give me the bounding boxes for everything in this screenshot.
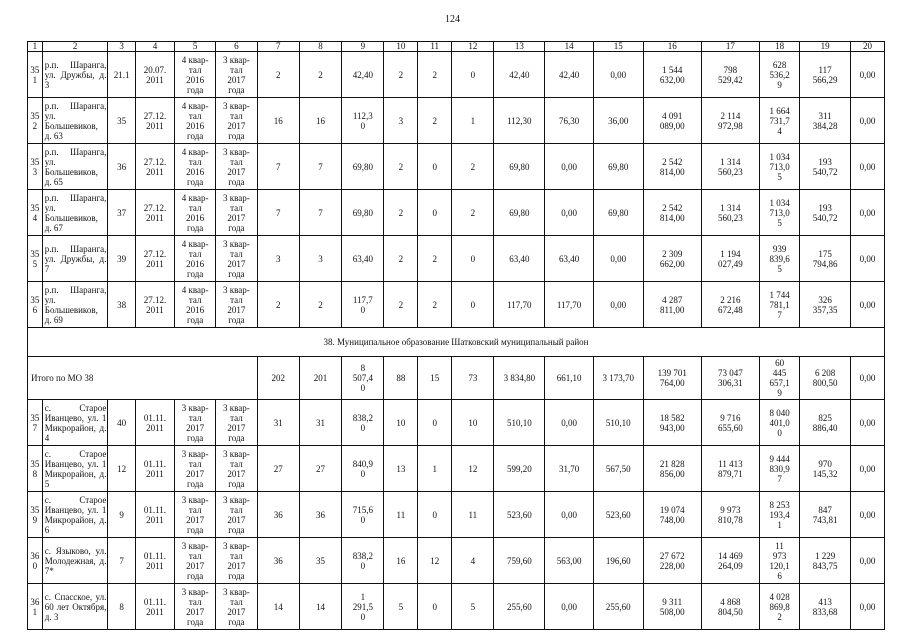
value-cell: 0,00 <box>593 236 643 282</box>
total-value-cell: 661,10 <box>545 357 594 400</box>
total-value-cell: 73 047 306,31 <box>701 357 759 400</box>
value-cell: 759,60 <box>494 538 545 584</box>
value-cell: 117 566,29 <box>800 52 851 98</box>
value-cell: 0,00 <box>850 492 884 538</box>
table-row <box>28 492 885 538</box>
value-cell: 117,70 <box>494 282 545 328</box>
value-cell: 2 542 814,00 <box>643 190 701 236</box>
value-cell: 196,60 <box>593 538 643 584</box>
column-number-cell: 15 <box>593 42 643 52</box>
value-cell: 1 664 731,7 4 <box>760 98 800 144</box>
value-cell: 4 <box>452 538 494 584</box>
value-cell: 970 145,32 <box>800 446 851 492</box>
value-cell: 0,00 <box>593 52 643 98</box>
value-cell: 4 091 089,00 <box>643 98 701 144</box>
value-cell: 523,60 <box>494 492 545 538</box>
value-cell: 31 <box>299 400 341 446</box>
value-cell: 847 743,81 <box>800 492 851 538</box>
address-cell: р.п. Шаранга, ул. Большевиков, д. 69 <box>42 282 108 328</box>
value-cell: 14 <box>299 584 341 630</box>
section-title: 38. Муниципальное образование Шатковский муниципальный район <box>28 328 885 357</box>
value-cell: 3 квар- тал 2017 года <box>175 584 216 630</box>
value-cell: 4 квар- тал 2016 года <box>175 98 216 144</box>
value-cell: 21.1 <box>108 52 136 98</box>
address-cell: с. Языково, ул. Молодежная, д. 7* <box>42 538 108 584</box>
value-cell: 9 444 830,9 7 <box>760 446 800 492</box>
value-cell: 175 794,86 <box>800 236 851 282</box>
column-number-cell: 14 <box>545 42 594 52</box>
column-number-cell: 16 <box>643 42 701 52</box>
value-cell: 3 квар- тал 2017 года <box>216 282 257 328</box>
value-cell: 798 529,42 <box>701 52 759 98</box>
value-cell: 255,60 <box>494 584 545 630</box>
value-cell: 7 <box>257 144 299 190</box>
value-cell: 36 <box>257 492 299 538</box>
value-cell: 27 <box>299 446 341 492</box>
value-cell: 11 413 879,71 <box>701 446 759 492</box>
value-cell: 01.11. 2011 <box>135 492 174 538</box>
value-cell: 0 <box>418 400 452 446</box>
value-cell: 2 <box>384 282 418 328</box>
value-cell: 12 <box>418 538 452 584</box>
column-number-cell: 3 <box>108 42 136 52</box>
value-cell: 42,40 <box>545 52 594 98</box>
value-cell: 2 <box>384 190 418 236</box>
value-cell: 1 291,5 0 <box>342 584 384 630</box>
value-cell: 36 <box>108 144 136 190</box>
value-cell: 825 886,40 <box>800 400 851 446</box>
total-value-cell: 201 <box>299 357 341 400</box>
total-value-cell: 0,00 <box>850 357 884 400</box>
value-cell: 27.12. 2011 <box>135 236 174 282</box>
table-row <box>28 52 885 98</box>
value-cell: 0 <box>418 492 452 538</box>
value-cell: 3 <box>299 236 341 282</box>
table-row <box>28 446 885 492</box>
total-value-cell: 8 507,4 0 <box>342 357 384 400</box>
value-cell: 0 <box>452 282 494 328</box>
value-cell: 0,00 <box>850 584 884 630</box>
value-cell: 2 542 814,00 <box>643 144 701 190</box>
address-cell: р.п. Шаранга, ул. Большевиков, д. 67 <box>42 190 108 236</box>
value-cell: 01.11. 2011 <box>135 538 174 584</box>
column-number-cell: 7 <box>257 42 299 52</box>
address-cell: р.п. Шаранга, ул. Большевиков, д. 65 <box>42 144 108 190</box>
value-cell: 599,20 <box>494 446 545 492</box>
value-cell: 0 <box>452 52 494 98</box>
value-cell: 0,00 <box>850 190 884 236</box>
value-cell: 3 квар- тал 2017 года <box>216 400 257 446</box>
value-cell: 9 <box>108 492 136 538</box>
row-number-cell: 36 1 <box>28 584 43 630</box>
value-cell: 193 540,72 <box>800 190 851 236</box>
value-cell: 1 034 713,0 5 <box>760 190 800 236</box>
value-cell: 7 <box>257 190 299 236</box>
value-cell: 3 <box>257 236 299 282</box>
value-cell: 1 034 713,0 5 <box>760 144 800 190</box>
value-cell: 2 <box>384 144 418 190</box>
value-cell: 326 357,35 <box>800 282 851 328</box>
value-cell: 0 <box>418 190 452 236</box>
value-cell: 4 квар- тал 2016 года <box>175 236 216 282</box>
row-number-cell: 35 9 <box>28 492 43 538</box>
value-cell: 3 квар- тал 2017 года <box>216 236 257 282</box>
table-row <box>28 190 885 236</box>
value-cell: 3 <box>384 98 418 144</box>
value-cell: 567,50 <box>593 446 643 492</box>
value-cell: 63,40 <box>545 236 594 282</box>
value-cell: 1 194 027,49 <box>701 236 759 282</box>
value-cell: 1 744 781,1 7 <box>760 282 800 328</box>
value-cell: 19 074 748,00 <box>643 492 701 538</box>
value-cell: 0,00 <box>545 584 594 630</box>
value-cell: 715,6 0 <box>342 492 384 538</box>
value-cell: 0,00 <box>545 492 594 538</box>
column-number-cell: 2 <box>42 42 108 52</box>
value-cell: 27.12. 2011 <box>135 98 174 144</box>
housing-program-table <box>27 41 885 630</box>
value-cell: 21 828 856,00 <box>643 446 701 492</box>
value-cell: 838,2 0 <box>342 538 384 584</box>
value-cell: 311 384,28 <box>800 98 851 144</box>
value-cell: 2 <box>418 98 452 144</box>
column-number-cell: 20 <box>850 42 884 52</box>
value-cell: 01.11. 2011 <box>135 400 174 446</box>
value-cell: 31,70 <box>545 446 594 492</box>
value-cell: 4 квар- тал 2016 года <box>175 52 216 98</box>
value-cell: 4 868 804,50 <box>701 584 759 630</box>
total-value-cell: 60 445 657,1 9 <box>760 357 800 400</box>
value-cell: 523,60 <box>593 492 643 538</box>
table-row <box>28 282 885 328</box>
value-cell: 2 <box>299 282 341 328</box>
value-cell: 2 <box>418 52 452 98</box>
value-cell: 9 973 810,78 <box>701 492 759 538</box>
table-row <box>28 538 885 584</box>
value-cell: 2 114 972,98 <box>701 98 759 144</box>
value-cell: 11 <box>452 492 494 538</box>
value-cell: 413 833,68 <box>800 584 851 630</box>
value-cell: 0,00 <box>850 282 884 328</box>
value-cell: 01.11. 2011 <box>135 446 174 492</box>
value-cell: 4 квар- тал 2016 года <box>175 190 216 236</box>
section-row <box>28 328 885 357</box>
value-cell: 255,60 <box>593 584 643 630</box>
value-cell: 9 311 508,00 <box>643 584 701 630</box>
value-cell: 12 <box>108 446 136 492</box>
total-value-cell: 3 834,80 <box>494 357 545 400</box>
value-cell: 5 <box>452 584 494 630</box>
value-cell: 16 <box>299 98 341 144</box>
value-cell: 69,80 <box>342 144 384 190</box>
value-cell: 4 287 811,00 <box>643 282 701 328</box>
value-cell: 0,00 <box>850 144 884 190</box>
value-cell: 9 716 655,60 <box>701 400 759 446</box>
total-value-cell: 139 701 764,00 <box>643 357 701 400</box>
value-cell: 69,80 <box>593 190 643 236</box>
column-number-cell: 1 <box>28 42 43 52</box>
address-cell: р.п. Шаранга, ул. Дружбы, д. 3 <box>42 52 108 98</box>
value-cell: 36,00 <box>593 98 643 144</box>
row-number-cell: 35 3 <box>28 144 43 190</box>
value-cell: 2 <box>257 52 299 98</box>
column-number-row <box>28 42 885 52</box>
value-cell: 0,00 <box>850 400 884 446</box>
value-cell: 01.11. 2011 <box>135 584 174 630</box>
column-number-cell: 5 <box>175 42 216 52</box>
value-cell: 1 229 843,75 <box>800 538 851 584</box>
value-cell: 69,80 <box>342 190 384 236</box>
value-cell: 3 квар- тал 2017 года <box>216 584 257 630</box>
value-cell: 563,00 <box>545 538 594 584</box>
value-cell: 3 квар- тал 2017 года <box>216 52 257 98</box>
table-row <box>28 236 885 282</box>
value-cell: 2 <box>418 282 452 328</box>
value-cell: 69,80 <box>593 144 643 190</box>
value-cell: 840,9 0 <box>342 446 384 492</box>
column-number-cell: 4 <box>135 42 174 52</box>
value-cell: 117,70 <box>545 282 594 328</box>
value-cell: 0 <box>418 144 452 190</box>
row-number-cell: 35 5 <box>28 236 43 282</box>
value-cell: 27.12. 2011 <box>135 144 174 190</box>
value-cell: 838,2 0 <box>342 400 384 446</box>
total-row <box>28 357 885 400</box>
row-number-cell: 35 8 <box>28 446 43 492</box>
table-body <box>28 42 885 630</box>
value-cell: 1 314 560,23 <box>701 190 759 236</box>
value-cell: 42,40 <box>342 52 384 98</box>
total-value-cell: 202 <box>257 357 299 400</box>
value-cell: 1 544 632,00 <box>643 52 701 98</box>
value-cell: 16 <box>384 538 418 584</box>
column-number-cell: 18 <box>760 42 800 52</box>
value-cell: 7 <box>299 144 341 190</box>
value-cell: 7 <box>108 538 136 584</box>
total-value-cell: 6 208 800,50 <box>800 357 851 400</box>
value-cell: 4 квар- тал 2016 года <box>175 144 216 190</box>
value-cell: 0,00 <box>545 400 594 446</box>
value-cell: 4 028 869,8 2 <box>760 584 800 630</box>
value-cell: 0,00 <box>850 98 884 144</box>
value-cell: 76,30 <box>545 98 594 144</box>
value-cell: 3 квар- тал 2017 года <box>216 190 257 236</box>
page-number: 124 <box>445 14 460 25</box>
value-cell: 13 <box>384 446 418 492</box>
value-cell: 3 квар- тал 2017 года <box>175 400 216 446</box>
value-cell: 3 квар- тал 2017 года <box>216 538 257 584</box>
value-cell: 0 <box>452 236 494 282</box>
address-cell: с. Старое Иванцево, ул. 1 Микрорайон, д. 6 <box>42 492 108 538</box>
value-cell: 35 <box>299 538 341 584</box>
value-cell: 10 <box>452 400 494 446</box>
row-number-cell: 35 7 <box>28 400 43 446</box>
value-cell: 3 квар- тал 2017 года <box>216 98 257 144</box>
total-value-cell: 88 <box>384 357 418 400</box>
address-cell: р.п. Шаранга, ул. Большевиков, д. 63 <box>42 98 108 144</box>
value-cell: 27.12. 2011 <box>135 282 174 328</box>
value-cell: 69,80 <box>494 144 545 190</box>
value-cell: 63,40 <box>494 236 545 282</box>
value-cell: 1 <box>452 98 494 144</box>
value-cell: 628 536,2 9 <box>760 52 800 98</box>
column-number-cell: 10 <box>384 42 418 52</box>
address-cell: с. Старое Иванцево, ул. 1 Микрорайон, д. 4 <box>42 400 108 446</box>
column-number-cell: 17 <box>701 42 759 52</box>
column-number-cell: 8 <box>299 42 341 52</box>
row-number-cell: 35 4 <box>28 190 43 236</box>
value-cell: 0,00 <box>545 190 594 236</box>
value-cell: 3 квар- тал 2017 года <box>216 446 257 492</box>
value-cell: 14 <box>257 584 299 630</box>
value-cell: 69,80 <box>494 190 545 236</box>
value-cell: 4 квар- тал 2016 года <box>175 282 216 328</box>
column-number-cell: 6 <box>216 42 257 52</box>
value-cell: 8 <box>108 584 136 630</box>
column-number-cell: 9 <box>342 42 384 52</box>
table-row <box>28 400 885 446</box>
value-cell: 2 <box>452 144 494 190</box>
table-row <box>28 144 885 190</box>
value-cell: 510,10 <box>593 400 643 446</box>
value-cell: 7 <box>299 190 341 236</box>
row-number-cell: 35 1 <box>28 52 43 98</box>
value-cell: 0,00 <box>545 144 594 190</box>
value-cell: 39 <box>108 236 136 282</box>
value-cell: 38 <box>108 282 136 328</box>
value-cell: 1 <box>418 446 452 492</box>
value-cell: 112,30 <box>494 98 545 144</box>
row-number-cell: 36 0 <box>28 538 43 584</box>
row-number-cell: 35 6 <box>28 282 43 328</box>
column-number-cell: 12 <box>452 42 494 52</box>
value-cell: 2 <box>299 52 341 98</box>
value-cell: 40 <box>108 400 136 446</box>
value-cell: 12 <box>452 446 494 492</box>
total-value-cell: 3 173,70 <box>593 357 643 400</box>
value-cell: 2 216 672,48 <box>701 282 759 328</box>
value-cell: 2 <box>384 236 418 282</box>
value-cell: 27 <box>257 446 299 492</box>
address-cell: с. Старое Иванцево, ул. 1 Микрорайон, д. 5 <box>42 446 108 492</box>
value-cell: 3 квар- тал 2017 года <box>175 492 216 538</box>
total-value-cell: 15 <box>418 357 452 400</box>
value-cell: 63,40 <box>342 236 384 282</box>
row-number-cell: 35 2 <box>28 98 43 144</box>
address-cell: с. Спасское, ул. 60 лет Октября, д. 3 <box>42 584 108 630</box>
value-cell: 0,00 <box>850 446 884 492</box>
value-cell: 8 253 193,4 1 <box>760 492 800 538</box>
column-number-cell: 19 <box>800 42 851 52</box>
column-number-cell: 13 <box>494 42 545 52</box>
total-value-cell: 73 <box>452 357 494 400</box>
value-cell: 11 <box>384 492 418 538</box>
column-number-cell: 11 <box>418 42 452 52</box>
value-cell: 0,00 <box>850 538 884 584</box>
value-cell: 0 <box>418 584 452 630</box>
value-cell: 2 <box>257 282 299 328</box>
value-cell: 3 квар- тал 2017 года <box>175 446 216 492</box>
table-row <box>28 98 885 144</box>
value-cell: 14 469 264,09 <box>701 538 759 584</box>
value-cell: 3 квар- тал 2017 года <box>216 492 257 538</box>
value-cell: 18 582 943,00 <box>643 400 701 446</box>
value-cell: 193 540,72 <box>800 144 851 190</box>
value-cell: 10 <box>384 400 418 446</box>
table-row <box>28 584 885 630</box>
value-cell: 36 <box>257 538 299 584</box>
value-cell: 3 квар- тал 2017 года <box>175 538 216 584</box>
value-cell: 112,3 0 <box>342 98 384 144</box>
value-cell: 2 309 662,00 <box>643 236 701 282</box>
value-cell: 27.12. 2011 <box>135 190 174 236</box>
value-cell: 31 <box>257 400 299 446</box>
value-cell: 2 <box>418 236 452 282</box>
value-cell: 0,00 <box>850 236 884 282</box>
value-cell: 2 <box>452 190 494 236</box>
value-cell: 8 040 401,0 0 <box>760 400 800 446</box>
value-cell: 2 <box>384 52 418 98</box>
value-cell: 1 314 560,23 <box>701 144 759 190</box>
value-cell: 5 <box>384 584 418 630</box>
address-cell: р.п. Шаранга, ул. Дружбы, д. 7 <box>42 236 108 282</box>
value-cell: 36 <box>299 492 341 538</box>
value-cell: 117,7 0 <box>342 282 384 328</box>
value-cell: 11 973 120,1 6 <box>760 538 800 584</box>
value-cell: 0,00 <box>850 52 884 98</box>
value-cell: 42,40 <box>494 52 545 98</box>
value-cell: 3 квар- тал 2017 года <box>216 144 257 190</box>
value-cell: 939 839,6 5 <box>760 236 800 282</box>
value-cell: 20.07. 2011 <box>135 52 174 98</box>
value-cell: 16 <box>257 98 299 144</box>
value-cell: 0,00 <box>593 282 643 328</box>
value-cell: 27 672 228,00 <box>643 538 701 584</box>
value-cell: 510,10 <box>494 400 545 446</box>
value-cell: 37 <box>108 190 136 236</box>
total-label-cell: Итого по МО 38 <box>28 357 258 400</box>
value-cell: 35 <box>108 98 136 144</box>
